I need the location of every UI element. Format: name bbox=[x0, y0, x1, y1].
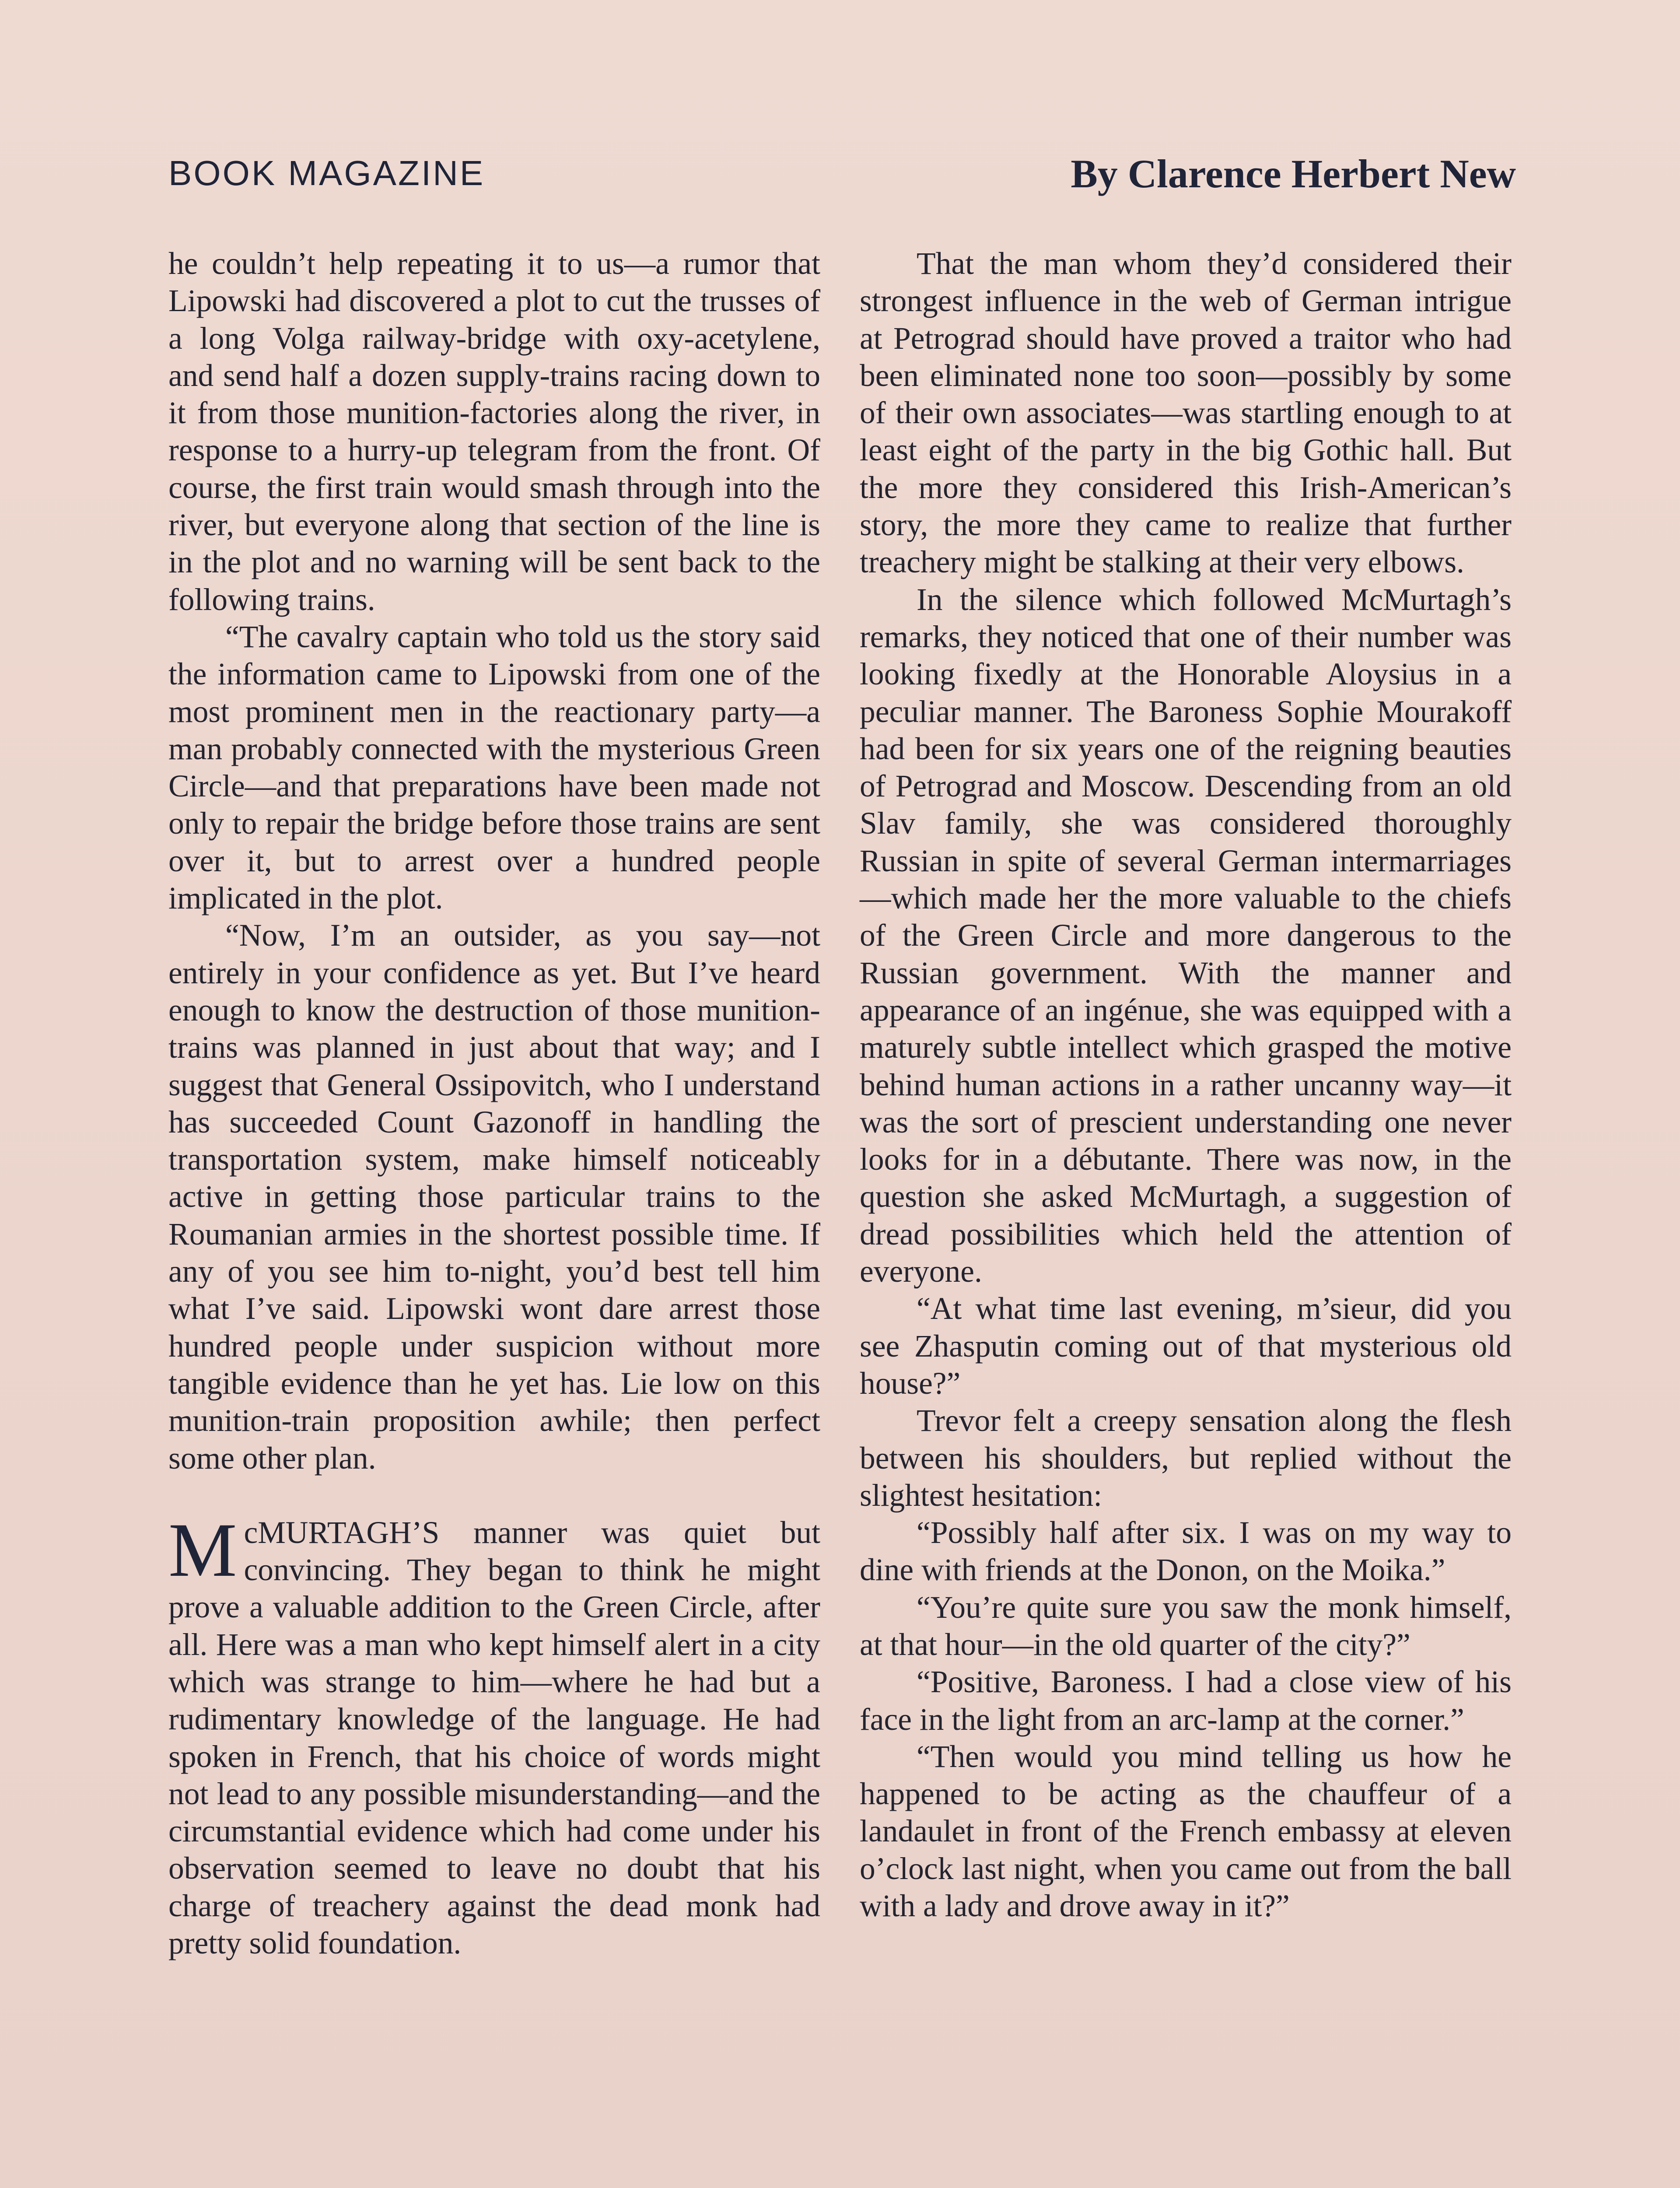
right-column bbox=[860, 245, 1512, 1925]
paragraph: In the silence which followed McMurtagh’s remarks, they noticed that one of their number was looking fixedly at the Honorable Aloysius in a peculiar manner. The Baroness Sophie Mourakoff had been for six years one of the reigning beauties of Petrograd and Moscow. Descending from an old Slav family, she was considered thoroughly Russian in spite of several German intermarriages—which made her the more valuable to the chiefs of the Green Circle and more dangerous to the Russian government. With the manner and appearance of an ingénue, she was equipped with a maturely subtle intellect which grasped the motive behind human actions in a rather uncanny way—it was the sort of prescient understanding one never looks for in a débutante. There was now, in the question she asked McMurtagh, a suggestion of dread possibilities which held the attention of everyone. bbox=[860, 582, 1512, 1289]
section-opening-paragraph bbox=[168, 1507, 820, 1962]
paragraph: “Then would you mind telling us how he happened to be acting as the chauffeur of a landaulet in front of the French embassy at eleven o’clock last night, when you came out from the ball with a lady and drove away in it?” bbox=[860, 1739, 1512, 1924]
paragraph: “The cavalry captain who told us the story said the information came to Lipowski from one of the most prominent men in the reactionary party—a man probably connected with the mysterious Green Circle—and that preparations have been made not only to repair the bridge before those trains are sent over it, but to arrest over a hundred people implicated in the plot. bbox=[168, 619, 820, 916]
magazine-title: BOOK MAGAZINE bbox=[168, 154, 485, 193]
paragraph: “At what time last evening, m’sieur, did you see Zhasputin coming out of that mysterious old house?” bbox=[860, 1291, 1512, 1401]
paragraph: “You’re quite sure you saw the monk himself, at that hour—in the old quarter of the city?” bbox=[860, 1590, 1512, 1662]
paragraph: That the man whom they’d considered their strongest influence in the web of German intrigue at Petrograd should have proved a traitor who had been eliminated none too soon—possibly by some of their own associates—was startling enough to at least eight of the party in the big Gothic hall. But the more they considered this Irish-American’s story, the more they came to realize that further treachery might be stalking at their very elbows. bbox=[860, 246, 1512, 580]
drop-cap: M bbox=[168, 1507, 237, 1593]
paragraph: he couldn’t help repeating it to us—a rumor that Lipowski had discovered a plot to cut the trusses of a long Volga railway-bridge with oxy-acetylene, and send half a dozen supply-trains racing down to it from those munition-factories along the river, in response to a hurry-up telegram from the front. Of course, the first train would smash through into the river, but everyone along that section of the line is in the plot and no warning will be sent back to the following trains. bbox=[168, 246, 820, 617]
left-column bbox=[168, 245, 820, 1962]
running-header bbox=[168, 153, 1516, 206]
section-break bbox=[168, 1477, 820, 1514]
paragraph: “Possibly half after six. I was on my way to dine with friends at the Donon, on the Moika.” bbox=[860, 1515, 1512, 1588]
author-byline: By Clarence Herbert New bbox=[1071, 151, 1516, 196]
paragraph: Trevor felt a creepy sensation along the flesh between his shoulders, but replied without the slightest hesitation: bbox=[860, 1403, 1512, 1513]
paragraph: “Now, I’m an outsider, as you say—not entirely in your confidence as yet. But I’ve heard enough to know the destruction of those munition-trains was planned in just about that way; and I suggest that General Ossipovitch, who I understand has succeeded Count Gazonoff in handling the transportation system, make himself noticeably active in getting those particular trains to the Roumanian armies in the shortest possible time. If any of you see him to-night, you’d best tell him what I’ve said. Lipowski wont dare arrest those hundred people under suspicion without more tangible evidence than he yet has. Lie low on this munition-train proposition awhile; then perfect some other plan. bbox=[168, 918, 820, 1476]
paragraph-text: cMURTAGH’S manner was quiet but convincing. They began to think he might prove a valuable addition to the Green Circle, after all. Here was a man who kept himself alert in a city which was strange to him—where he had but a rudimentary knowledge of the language. He had spoken in French, that his choice of words might not lead to any possible misunderstanding—and the circumstantial evidence which had come under his observation seemed to leave no doubt that his charge of treachery against the dead monk had pretty solid foundation. bbox=[168, 1515, 820, 1961]
paragraph: “Positive, Baroness. I had a close view of his face in the light from an arc-lamp at the corner.” bbox=[860, 1665, 1512, 1737]
